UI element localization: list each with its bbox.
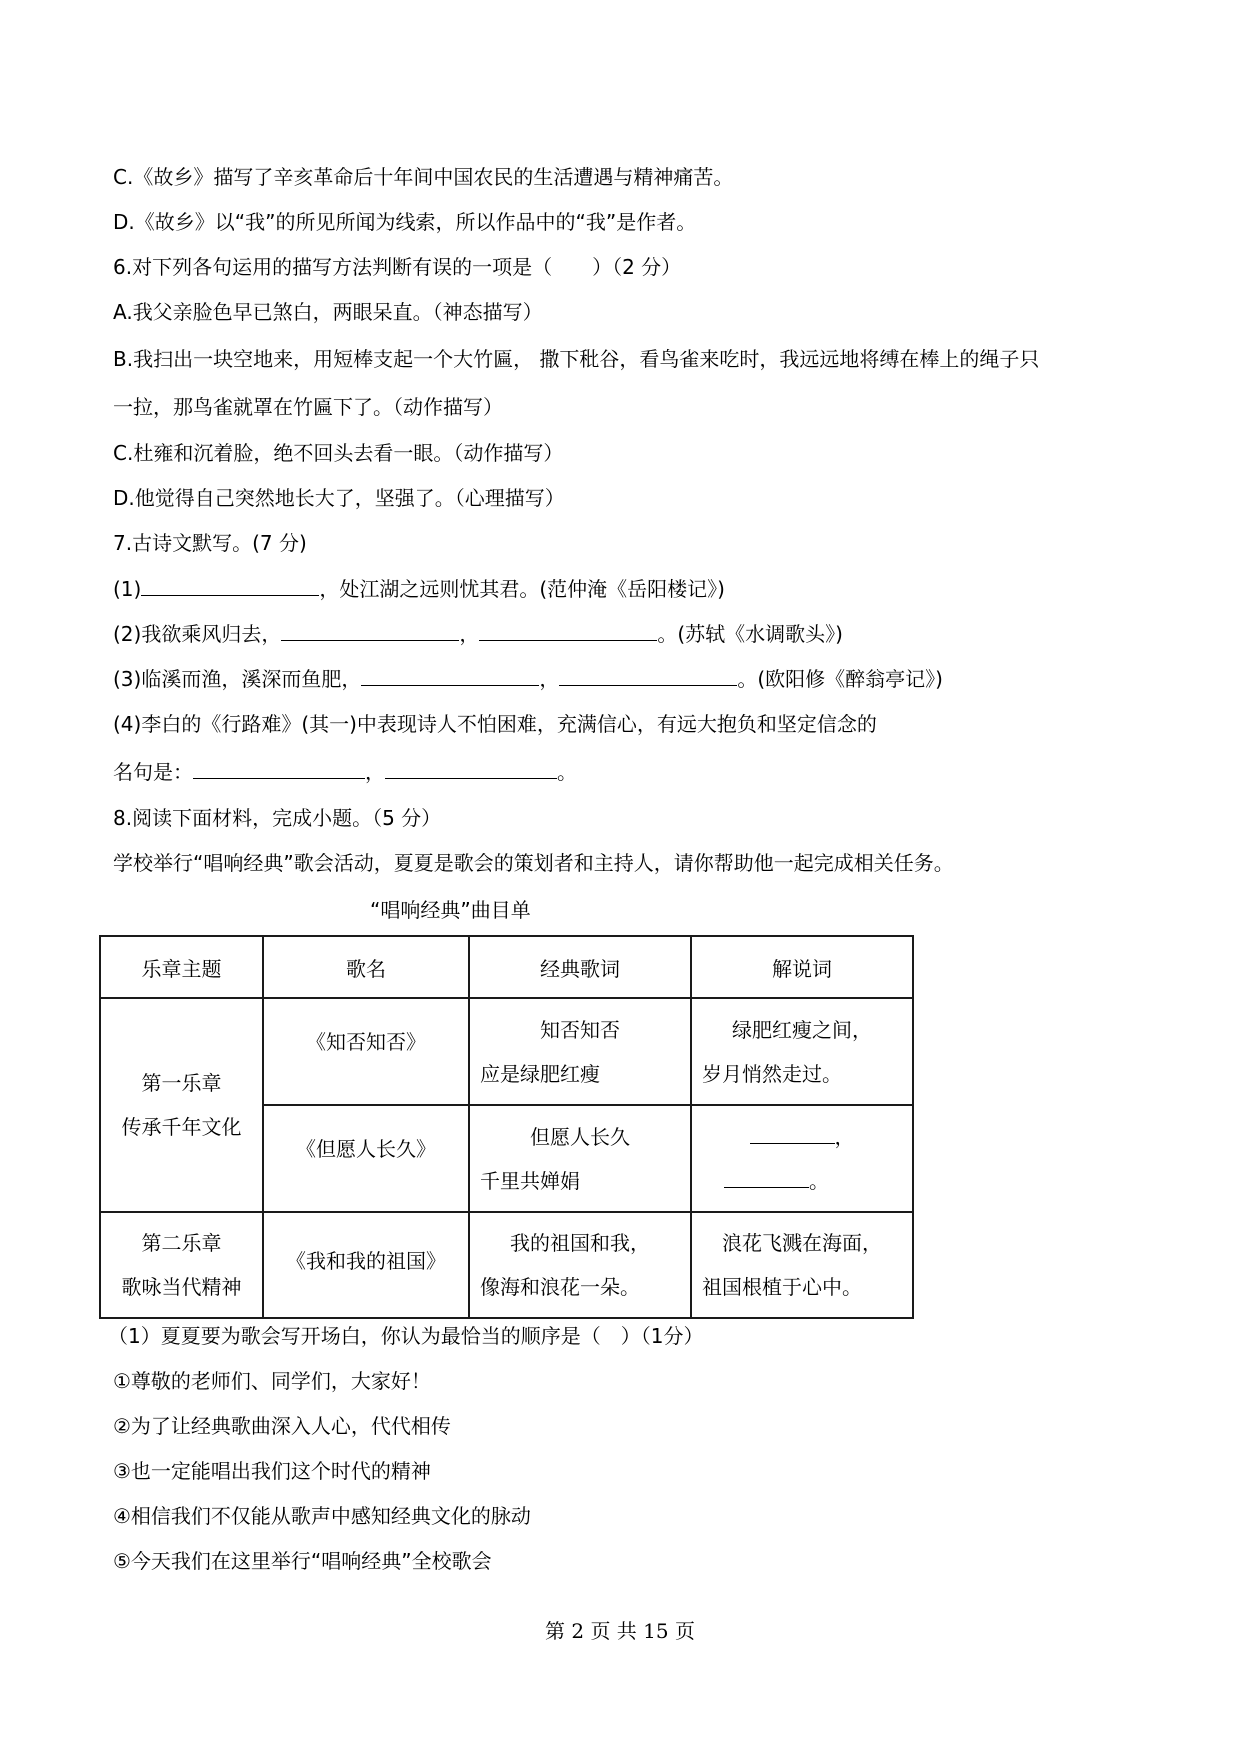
lyric-line2: 像海和浪花一朵。 [480, 1275, 640, 1299]
header-cell: 歌名 [263, 936, 469, 998]
lyric-cell [469, 1212, 691, 1318]
q8-sub1-option: ③也一定能唱出我们这个时代的精神 [113, 1459, 431, 1483]
lyric-line2: 千里共婵娟 [480, 1168, 580, 1193]
page-footer: 第 2 页 共 15 页 [545, 1619, 695, 1643]
song-title: 《知否知否》 [306, 1029, 426, 1054]
lyric-line1: 但愿人长久 [530, 1124, 630, 1149]
comment-blank-line1 [702, 1115, 902, 1159]
song-cell [263, 998, 469, 1105]
comment-cell [691, 1105, 913, 1212]
q8-sub1-option: ①尊敬的老师们、同学们，大家好！ [113, 1369, 431, 1393]
q7-item4-suffix: 。 [557, 760, 577, 784]
chapter2-line2: 歌咏当代精神 [121, 1275, 242, 1299]
table-row [100, 1212, 913, 1318]
song-title: 《但愿人长久》 [296, 1136, 436, 1161]
q5-option-c: C.《故乡》描写了辛亥革命后十年间中国农民的生活遭遇与精神痛苦。 [113, 165, 734, 189]
q6-option-d: D.他觉得自己突然地长大了，坚强了。（心理描写） [113, 486, 565, 510]
chapter-cell [100, 1212, 263, 1318]
lyric-line2: 应是绿肥红瘦 [480, 1061, 600, 1086]
q6-option-b-line2: 一拉，那鸟雀就罩在竹匾下了。（动作描写） [113, 395, 503, 419]
q8-sub1-stem: （1）夏夏要为歌会写开场白，你认为最恰当的顺序是（ ）（1分） [108, 1324, 704, 1348]
q8-sub1-option: ⑤今天我们在这里举行“唱响经典”全校歌会 [113, 1549, 492, 1573]
q6-option-b-line1: B.我扫出一块空地来，用短棒支起一个大竹匾， 撒下秕谷，看鸟雀来吃时，我远远地将缚在棒上的绳子只 [113, 347, 1040, 371]
fill-blank[interactable] [193, 758, 365, 779]
q8-intro: 学校举行“唱响经典”歌会活动，夏夏是歌会的策划者和主持人，请你帮助他一起完成相关任务。 [113, 851, 954, 875]
fill-blank[interactable] [724, 1167, 809, 1188]
comment-cell [691, 1212, 913, 1318]
q6-option-a: A.我父亲脸色早已煞白，两眼呆直。（神态描写） [113, 300, 543, 324]
comment-sep2: 。 [809, 1168, 829, 1193]
comment-cell [691, 998, 913, 1105]
q7-item3-prefix: (3)临溪而渔，溪深而鱼肥， [113, 667, 362, 691]
q7-item-3 [113, 665, 943, 693]
header-cell: 乐章主题 [100, 936, 263, 998]
q6-option-c: C.杜雍和沉着脸，绝不回头去看一眼。（动作描写） [113, 441, 564, 465]
lyric-cell [469, 1105, 691, 1212]
fill-blank[interactable] [750, 1123, 835, 1144]
q5-option-d: D.《故乡》以“我”的所见所闻为线索，所以作品中的“我”是作者。 [113, 210, 697, 234]
comment-line2: 岁月悄然走过。 [702, 1061, 842, 1086]
q7-item3-suffix: 。(欧阳修《醉翁亭记》) [737, 667, 943, 691]
q7-item1-prefix: (1) [113, 577, 142, 601]
fill-blank[interactable] [141, 575, 319, 596]
q8-stem: 8.阅读下面材料，完成小题。（5 分） [113, 806, 442, 830]
chapter2-line1: 第二乐章 [141, 1231, 222, 1255]
lyric-line1: 我的祖国和我， [510, 1231, 650, 1255]
q7-item-1 [113, 575, 725, 603]
fill-blank[interactable] [559, 665, 737, 686]
q8-sub1-option: ②为了让经典歌曲深入人心，代代相传 [113, 1414, 451, 1438]
fill-blank[interactable] [361, 665, 539, 686]
song-cell [263, 1212, 469, 1318]
lyric-line1: 知否知否 [540, 1017, 620, 1042]
comment-line1: 浪花飞溅在海面， [722, 1231, 882, 1255]
fill-blank[interactable] [281, 620, 459, 641]
header-cell: 经典歌词 [469, 936, 691, 998]
q7-stem: 7.古诗文默写。(7 分) [113, 531, 307, 555]
q7-item2-suffix: 。(苏轼《水调歌头》) [657, 622, 843, 646]
table-row [100, 998, 913, 1105]
q8-sub1-option: ④相信我们不仅能从歌声中感知经典文化的脉动 [113, 1504, 531, 1528]
fill-blank[interactable] [385, 758, 557, 779]
comment-line2: 祖国根植于心中。 [702, 1275, 862, 1299]
q7-item2-prefix: (2)我欲乘风归去， [113, 622, 282, 646]
q7-item2-sep: ， [459, 622, 480, 646]
table-caption: “唱响经典”曲目单 [370, 898, 531, 922]
q7-item-2 [113, 620, 843, 648]
comment-sep1: ， [834, 1124, 855, 1149]
q7-item4-line1: (4)李白的《行路难》(其一)中表现诗人不怕困难，充满信心，有远大抱负和坚定信念的 [113, 712, 877, 736]
chapter1-line2: 传承千年文化 [121, 1115, 242, 1139]
q7-item3-sep: ， [539, 667, 560, 691]
q7-item4-sep: ， [365, 760, 385, 784]
comment-blank-line2 [702, 1159, 902, 1203]
header-cell: 解说词 [691, 936, 913, 998]
q7-item4-prefix: 名句是： [113, 760, 193, 784]
comment-line1: 绿肥红瘦之间， [732, 1017, 872, 1042]
song-cell [263, 1105, 469, 1212]
fill-blank[interactable] [479, 620, 657, 641]
song-title: 《我和我的祖国》 [286, 1249, 446, 1273]
lyric-cell [469, 998, 691, 1105]
q7-item-4 [113, 758, 577, 786]
song-list-table [99, 935, 914, 1319]
q6-stem: 6.对下列各句运用的描写方法判断有误的一项是（ ）（2 分） [113, 255, 682, 279]
chapter1-line1: 第一乐章 [141, 1071, 222, 1095]
q7-item1-suffix: ，处江湖之远则忧其君。(范仲淹《岳阳楼记》) [319, 577, 725, 601]
chapter-cell [100, 998, 263, 1212]
table-header-row [100, 936, 913, 998]
